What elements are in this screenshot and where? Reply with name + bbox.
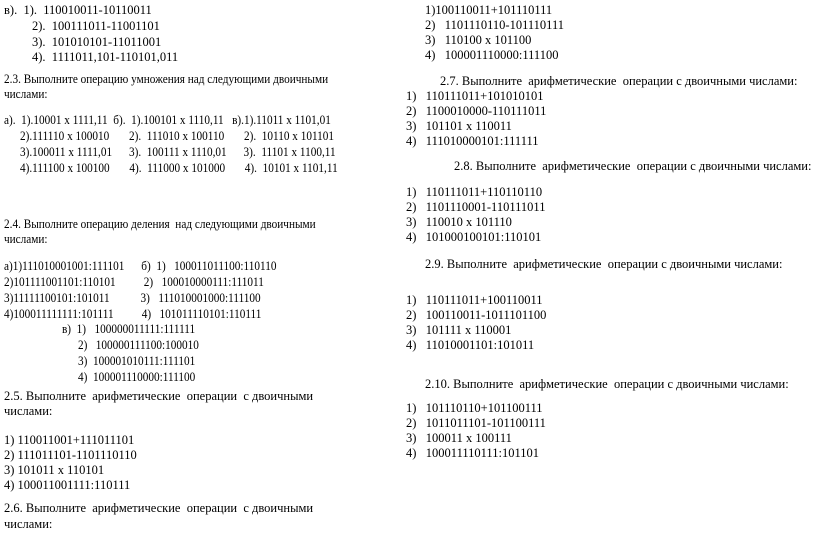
s24-v-row-1: в) 1) 100000011111:111111 <box>62 322 196 336</box>
sec-v-line-1: в). 1). 110010011-10110011 <box>4 3 152 17</box>
s24-row-3: 3)11111100101:101011 3) 111010001000:111100 <box>4 291 261 305</box>
s24-row-2: 2)101111001101:110101 2) 100010000111:111011 <box>4 275 264 289</box>
s27-heading: 2.7. Выполните арифметические операции с двоичными числами: <box>440 74 798 88</box>
sec-v-line-2: 2). 100111011-11001101 <box>32 19 160 33</box>
s210-row-2: 2) 1011011101-101100111 <box>406 416 546 430</box>
top-row-1: 1)100110011+101110111 <box>425 3 553 17</box>
s23-row-1: а). 1).10001 х 1111,11 б). 1).100101 х 1110,11 в).1).11011 х 1101,01 <box>4 113 331 127</box>
s210-row-1: 1) 101110110+101100111 <box>406 401 543 415</box>
s25-heading-1: 2.5. Выполните арифметические операции с двоичными <box>4 389 314 403</box>
s25-row-3: 3) 101011 х 110101 <box>4 463 105 477</box>
s23-row-4: 4).111100 х 100100 4). 111000 х 101000 4). 10101 х 1101,11 <box>20 161 338 175</box>
s24-v-row-2: 2) 100000111100:100010 <box>78 338 199 352</box>
s25-row-2: 2) 111011101-1101110110 <box>4 448 137 462</box>
s27-row-2: 2) 1100010000-110111011 <box>406 104 547 118</box>
top-row-2: 2) 1101110110-101110111 <box>425 18 564 32</box>
s28-row-1: 1) 110111011+110110110 <box>406 185 543 199</box>
s24-v-row-4: 4) 100001110000:111100 <box>78 370 196 384</box>
s23-row-3: 3).100011 х 1111,01 3). 100111 х 1110,01 3). 11101 х 1100,11 <box>20 145 336 159</box>
s27-row-1: 1) 110111011+101010101 <box>406 89 544 103</box>
top-row-3: 3) 110100 х 101100 <box>425 33 532 47</box>
top-row-4: 4) 100001110000:111100 <box>425 48 559 62</box>
s29-row-3: 3) 101111 х 110001 <box>406 323 512 337</box>
s23-row-2: 2).111110 х 100010 2). 111010 х 100110 2). 10110 х 101101 <box>20 129 335 143</box>
s210-heading: 2.10. Выполните арифметические операции с двоичными числами: <box>425 377 789 391</box>
s25-row-4: 4) 100011001111:110111 <box>4 478 131 492</box>
s24-row-1: а)1)111010001001:111101 б) 1) 100011011100:110110 <box>4 259 277 273</box>
s23-heading-2: числами: <box>4 87 48 101</box>
s29-row-4: 4) 11010001101:101011 <box>406 338 535 352</box>
s25-heading-2: числами: <box>4 404 53 418</box>
s29-row-2: 2) 100110011-1011101100 <box>406 308 547 322</box>
s27-row-4: 4) 111010000101:111111 <box>406 134 539 148</box>
s28-heading: 2.8. Выполните арифметические операции с двоичными числами: <box>454 159 812 173</box>
s210-row-3: 3) 100011 х 100111 <box>406 431 512 445</box>
s24-v-row-3: 3) 100001010111:111101 <box>78 354 196 368</box>
s24-row-4: 4)100011111111:101111 4) 101011110101:110111 <box>4 307 262 321</box>
s26-heading-1: 2.6. Выполните арифметические операции с двоичными <box>4 501 314 515</box>
s29-heading: 2.9. Выполните арифметические операции с двоичными числами: <box>425 257 783 271</box>
sec-v-line-4: 4). 1111011,101-110101,011 <box>32 50 179 64</box>
s28-row-2: 2) 1101110001-110111011 <box>406 200 546 214</box>
s23-heading-1: 2.3. Выполните операцию умножения над следующими двоичными <box>4 72 329 86</box>
s210-row-4: 4) 100011110111:101101 <box>406 446 539 460</box>
s28-row-3: 3) 110010 х 101110 <box>406 215 512 229</box>
s24-heading-1: 2.4. Выполните операцию деления над следующими двоичными <box>4 217 316 231</box>
sec-v-line-3: 3). 101010101-11011001 <box>32 35 162 49</box>
s27-row-3: 3) 101101 х 110011 <box>406 119 512 133</box>
s28-row-4: 4) 101000100101:110101 <box>406 230 542 244</box>
s26-heading-2: числами: <box>4 517 53 531</box>
s25-row-1: 1) 110011001+111011101 <box>4 433 135 447</box>
s29-row-1: 1) 110111011+100110011 <box>406 293 543 307</box>
s24-heading-2: числами: <box>4 232 48 246</box>
